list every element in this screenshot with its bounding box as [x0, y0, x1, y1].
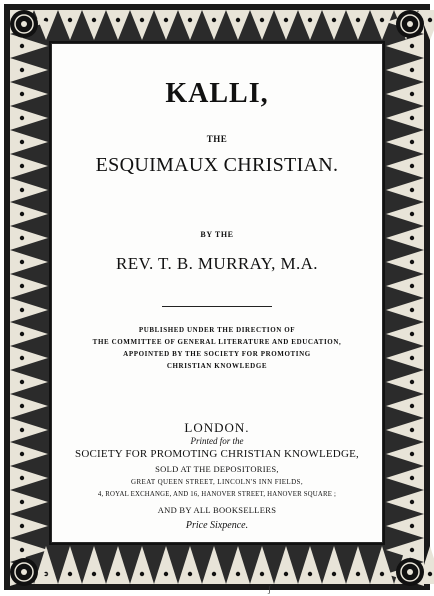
- border-dot: [20, 476, 24, 480]
- border-dot: [410, 68, 414, 72]
- border-dot: [410, 356, 414, 360]
- book-subtitle: ESQUIMAUX CHRISTIAN.: [95, 154, 339, 176]
- border-dot: [332, 18, 336, 22]
- border-dot: [20, 116, 24, 120]
- border-dot: [212, 18, 216, 22]
- border-dot: [20, 164, 24, 168]
- border-dot: [260, 572, 264, 576]
- corner-rosette-center: [21, 21, 27, 27]
- border-dot: [410, 332, 414, 336]
- imprint-price: Price Sixpence.: [185, 520, 249, 531]
- border-dot: [20, 308, 24, 312]
- border-dot: [236, 18, 240, 22]
- imprint-address-2: 4, ROYAL EXCHANGE, AND 16, HANOVER STREET, HANOVER SQUARE ;: [97, 491, 337, 498]
- border-dot: [20, 500, 24, 504]
- border-dot: [188, 572, 192, 576]
- imprint-city: LONDON.: [184, 420, 250, 435]
- border-dot: [68, 18, 72, 22]
- published-line-1: PUBLISHED UNDER THE DIRECTION OF: [138, 326, 296, 334]
- border-dot: [140, 572, 144, 576]
- published-line-4: CHRISTIAN KNOWLEDGE: [166, 362, 268, 370]
- border-dot: [20, 428, 24, 432]
- border-dot: [92, 572, 96, 576]
- border-dot: [20, 260, 24, 264]
- border-dot: [308, 572, 312, 576]
- border-dot: [410, 476, 414, 480]
- border-dot: [380, 572, 384, 576]
- border-dot: [410, 164, 414, 168]
- border-dot: [308, 18, 312, 22]
- border-dot: [164, 18, 168, 22]
- imprint-sold-at: SOLD AT THE DEPOSITORIES,: [155, 464, 279, 474]
- border-dot: [164, 572, 168, 576]
- border-dot: [20, 212, 24, 216]
- border-dot: [20, 140, 24, 144]
- border-dot: [20, 236, 24, 240]
- border-dot: [236, 572, 240, 576]
- border-dot: [20, 188, 24, 192]
- imprint-printed-for: Printed for the: [190, 436, 244, 446]
- published-line-2: THE COMMITTEE OF GENERAL LITERATURE AND EDUCATION,: [92, 338, 342, 346]
- border-dot: [20, 44, 24, 48]
- border-dot: [410, 380, 414, 384]
- border-dot: [410, 428, 414, 432]
- border-dot: [410, 260, 414, 264]
- imprint-address-1: GREAT QUEEN STREET, LINCOLN'S INN FIELDS,: [131, 478, 303, 486]
- border-dot: [20, 380, 24, 384]
- corner-rosette-center: [407, 569, 413, 575]
- border-dot: [410, 500, 414, 504]
- border-dot: [284, 572, 288, 576]
- border-dot: [428, 572, 432, 576]
- by-line: BY THE: [200, 230, 234, 239]
- border-dot: [410, 524, 414, 528]
- border-dot: [410, 308, 414, 312]
- border-dot: [356, 18, 360, 22]
- border-dot: [410, 212, 414, 216]
- author-name: REV. T. B. MURRAY, M.A.: [116, 254, 318, 273]
- title-connector: THE: [206, 134, 228, 144]
- border-dot: [212, 572, 216, 576]
- margin-mark: ʃ: [268, 584, 271, 594]
- border-dot: [410, 140, 414, 144]
- divider-rule: [162, 306, 272, 307]
- border-dot: [410, 452, 414, 456]
- corner-rosette-center: [407, 21, 413, 27]
- border-dot: [116, 572, 120, 576]
- imprint-booksellers: AND BY ALL BOOKSELLERS: [157, 505, 277, 515]
- imprint-society: SOCIETY FOR PROMOTING CHRISTIAN KNOWLEDGE,: [75, 448, 359, 460]
- title-panel: [52, 44, 382, 542]
- border-dot: [68, 572, 72, 576]
- border-dot: [332, 572, 336, 576]
- border-dot: [20, 548, 24, 552]
- border-dot: [410, 92, 414, 96]
- border-dot: [188, 18, 192, 22]
- border-dot: [380, 18, 384, 22]
- border-dot: [410, 188, 414, 192]
- border-dot: [410, 44, 414, 48]
- border-dot: [260, 18, 264, 22]
- border-dot: [20, 452, 24, 456]
- border-dot: [20, 332, 24, 336]
- border-dot: [356, 572, 360, 576]
- border-dot: [410, 284, 414, 288]
- border-dot: [140, 18, 144, 22]
- border-dot: [20, 284, 24, 288]
- book-title: KALLI,: [165, 78, 269, 109]
- border-dot: [410, 404, 414, 408]
- border-dot: [20, 92, 24, 96]
- border-dot: [92, 18, 96, 22]
- published-line-3: APPOINTED BY THE SOCIETY FOR PROMOTING: [123, 350, 311, 358]
- border-dot: [20, 404, 24, 408]
- border-dot: [410, 116, 414, 120]
- border-dot: [284, 18, 288, 22]
- corner-rosette-center: [21, 569, 27, 575]
- border-dot: [410, 236, 414, 240]
- border-dot: [428, 18, 432, 22]
- border-dot: [20, 68, 24, 72]
- border-dot: [410, 548, 414, 552]
- border-dot: [116, 18, 120, 22]
- border-dot: [20, 524, 24, 528]
- border-dot: [20, 356, 24, 360]
